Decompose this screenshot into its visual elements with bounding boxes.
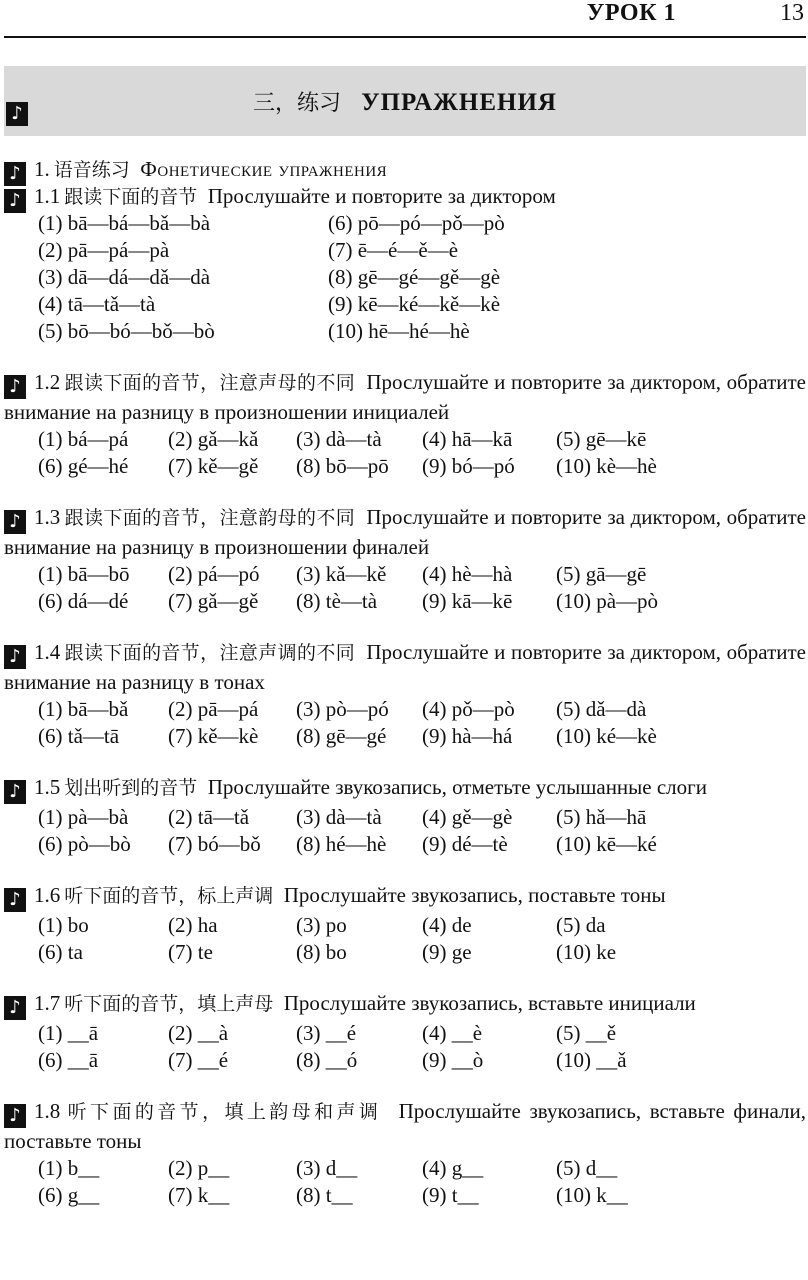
exercise-number: 1.1: [34, 184, 61, 208]
syllable-item: (3) dā—dá—dǎ—dà: [38, 265, 211, 289]
syllable-item: (10) k__: [556, 1183, 628, 1207]
exercise-number: 1.6: [34, 883, 61, 907]
syllable-item: (9) __ò: [422, 1048, 484, 1072]
syllable-item: (5) da: [556, 913, 606, 937]
syllable-item: (3) dà—tà: [296, 427, 382, 451]
syllable-item: (2) tā—tǎ: [168, 805, 250, 829]
exercise-block: [4, 1098, 806, 1209]
syllable-item: (1) bá—pá: [38, 427, 129, 451]
syllable-item: (2) gǎ—kǎ: [168, 427, 259, 451]
part-title-cn: 语音练习: [53, 159, 130, 181]
exercise-heading: [4, 183, 806, 210]
syllable-item: (4) hā—kā: [422, 427, 513, 451]
exercise-number: 1.2: [34, 370, 61, 394]
exercise-heading: [4, 504, 806, 561]
exercise-number: 1.3: [34, 505, 61, 529]
syllable-item: (6) pō—pó—pǒ—pò: [328, 211, 505, 235]
exercise-block: [4, 774, 806, 858]
exercise-title-ru: Прослушайте звукозапись, поставьте тоны: [283, 883, 666, 907]
syllable-item: (9) hà—há: [422, 724, 513, 748]
syllable-row: [38, 318, 806, 345]
exercise-title-ru: Прослушайте и повторите за диктором, обратите внимание на разницу в тонах: [4, 640, 806, 694]
exercise-title-ru: Прослушайте и повторите за диктором: [207, 184, 556, 208]
syllable-row: [38, 831, 806, 858]
exercise-number: 1.7: [34, 991, 61, 1015]
exercise-title-cn: 跟读下面的音节: [64, 186, 198, 208]
syllable-grid: [38, 804, 806, 858]
exercise-title-cn: 跟读下面的音节，注意声母的不同: [64, 372, 356, 394]
syllable-item: (4) pǒ—pò: [422, 697, 515, 721]
syllable-item: (1) bā—bō: [38, 562, 130, 586]
exercise-title-cn: 跟读下面的音节，注意声调的不同: [64, 642, 356, 664]
syllable-row: [38, 1020, 806, 1047]
syllable-item: (8) hé—hè: [296, 832, 387, 856]
syllable-item: (6) __ā: [38, 1048, 99, 1072]
syllable-row: [38, 237, 806, 264]
syllable-item: (3) dà—tà: [296, 805, 382, 829]
syllable-item: (10) kè—hè: [556, 454, 657, 478]
exercise-heading: [4, 1098, 806, 1155]
syllable-item: (4) gě—gè: [422, 805, 513, 829]
exercise-title-ru: Прослушайте звукозапись, вставьте инициали: [283, 991, 696, 1015]
syllable-item: (1) pà—bà: [38, 805, 129, 829]
syllable-item: (9) kē—ké—kě—kè: [328, 292, 501, 316]
syllable-item: (10) ke: [556, 940, 617, 964]
syllable-row: [38, 426, 806, 453]
exercise-block: [4, 183, 806, 345]
block-gap: [4, 966, 806, 990]
syllable-item: (7) __é: [168, 1048, 229, 1072]
syllable-item: (10) __ǎ: [556, 1048, 627, 1072]
syllable-item: (5) hǎ—hā: [556, 805, 647, 829]
exercise-title-cn: 听下面的音节，填上声母: [64, 993, 274, 1015]
syllable-item: (10) hē—hé—hè: [328, 319, 470, 343]
exercise-heading: [4, 990, 806, 1020]
block-gap: [4, 480, 806, 504]
syllable-item: (9) bó—pó: [422, 454, 515, 478]
syllable-item: (7) kě—gě: [168, 454, 259, 478]
syllable-item: (9) t__: [422, 1183, 479, 1207]
syllable-grid: [38, 426, 806, 480]
syllable-row: [38, 696, 806, 723]
syllable-item: (1) bā—bá—bǎ—bà: [38, 211, 211, 235]
syllable-item: (2) p__: [168, 1156, 230, 1180]
audio-note-icon[interactable]: ♪: [4, 1104, 26, 1128]
audio-note-icon[interactable]: ♪: [4, 189, 26, 213]
syllable-row: [38, 912, 806, 939]
syllable-item: (10) pà—pò: [556, 589, 659, 613]
section-heading-ru: УПРАЖНЕНИЯ: [361, 89, 557, 116]
syllable-row: [38, 210, 806, 237]
exercise-title-ru: Прослушайте звукозапись, вставьте финали, поставьте тоны: [4, 1099, 806, 1153]
syllable-item: (4) tā—tǎ—tà: [38, 292, 156, 316]
syllable-item: (1) bā—bǎ: [38, 697, 129, 721]
syllable-item: (9) ge: [422, 940, 472, 964]
exercise-block: [4, 882, 806, 966]
exercise-number: 1.5: [34, 775, 61, 799]
syllable-item: (5) gā—gē: [556, 562, 647, 586]
exercise-heading: [4, 639, 806, 696]
syllable-item: (6) pò—bò: [38, 832, 131, 856]
block-gap: [4, 345, 806, 369]
syllable-item: (3) d__: [296, 1156, 358, 1180]
syllable-item: (2) pā—pá—pà: [38, 238, 170, 262]
audio-note-icon[interactable]: ♪: [4, 996, 26, 1020]
syllable-item: (8) bo: [296, 940, 347, 964]
exercise-title-cn: 划出听到的音节: [64, 777, 198, 799]
syllable-item: (3) kǎ—kě: [296, 562, 387, 586]
syllable-item: (5) __ě: [556, 1021, 617, 1045]
syllable-item: (2) __à: [168, 1021, 229, 1045]
syllable-item: (6) gé—hé: [38, 454, 129, 478]
audio-note-icon[interactable]: ♪: [4, 162, 26, 186]
syllable-item: (7) ē—é—ě—è: [328, 238, 459, 262]
syllable-item: (8) gē—gé: [296, 724, 387, 748]
exercise-list: [4, 183, 806, 1209]
syllable-grid: [38, 561, 806, 615]
syllable-grid: [38, 912, 806, 966]
syllable-item: (8) t__: [296, 1183, 353, 1207]
exercise-title-ru: Прослушайте и повторите за диктором, обратите внимание на разницу в произношении финалей: [4, 505, 806, 559]
exercise-content: [4, 156, 806, 1209]
syllable-item: (8) __ó: [296, 1048, 358, 1072]
syllable-item: (8) gē—gé—gě—gè: [328, 265, 501, 289]
syllable-item: (9) kā—kē: [422, 589, 513, 613]
syllable-item: (8) bō—pō: [296, 454, 389, 478]
syllable-row: [38, 804, 806, 831]
syllable-item: (4) __è: [422, 1021, 483, 1045]
exercise-block: [4, 639, 806, 750]
syllable-item: (5) gē—kē: [556, 427, 647, 451]
syllable-row: [38, 291, 806, 318]
block-gap: [4, 1074, 806, 1098]
syllable-item: (6) ta: [38, 940, 83, 964]
exercise-number: 1.4: [34, 640, 61, 664]
exercise-heading: [4, 774, 806, 804]
running-header: [0, 0, 808, 40]
syllable-item: (9) dé—tè: [422, 832, 508, 856]
syllable-item: (5) dǎ—dà: [556, 697, 647, 721]
syllable-row: [38, 1155, 806, 1182]
exercise-title-ru: Прослушайте звукозапись, отметьте услышанные слоги: [207, 775, 707, 799]
syllable-item: (4) de: [422, 913, 472, 937]
syllable-row: [38, 561, 806, 588]
syllable-item: (8) tè—tà: [296, 589, 378, 613]
syllable-row: [38, 588, 806, 615]
audio-note-icon[interactable]: ♪: [4, 375, 26, 399]
page-number: 13: [780, 0, 804, 26]
syllable-item: (7) te: [168, 940, 213, 964]
syllable-item: (1) bo: [38, 913, 89, 937]
syllable-row: [38, 453, 806, 480]
exercise-number: 1.8: [34, 1099, 61, 1123]
syllable-item: (2) pā—pá: [168, 697, 259, 721]
audio-note-icon[interactable]: ♪: [4, 780, 26, 804]
syllable-row: [38, 723, 806, 750]
syllable-item: (1) b__: [38, 1156, 100, 1180]
syllable-item: (2) ha: [168, 913, 218, 937]
syllable-item: (2) pá—pó: [168, 562, 260, 586]
syllable-item: (6) g__: [38, 1183, 100, 1207]
exercise-heading: [4, 882, 806, 912]
syllable-grid: [38, 1155, 806, 1209]
exercise-block: [4, 504, 806, 615]
syllable-item: (5) d__: [556, 1156, 618, 1180]
syllable-grid: [38, 696, 806, 750]
block-gap: [4, 858, 806, 882]
syllable-item: (7) k__: [168, 1183, 230, 1207]
syllable-item: (6) tǎ—tā: [38, 724, 120, 748]
syllable-grid: [38, 1020, 806, 1074]
section-heading: [4, 86, 806, 117]
syllable-item: (10) ké—kè: [556, 724, 657, 748]
exercise-block: [4, 990, 806, 1074]
section-band: [4, 66, 806, 136]
syllable-item: (5) bō—bó—bǒ—bò: [38, 319, 215, 343]
exercise-title-ru: Прослушайте и повторите за диктором, обратите внимание на разницу в произношении инициалей: [4, 370, 806, 424]
syllable-item: (3) pò—pó: [296, 697, 389, 721]
block-gap: [4, 615, 806, 639]
header-rule: [4, 36, 806, 38]
syllable-item: (6) dá—dé: [38, 589, 129, 613]
audio-note-icon[interactable]: ♪: [4, 510, 26, 534]
audio-note-icon[interactable]: ♪: [6, 102, 28, 126]
syllable-row: [38, 1047, 806, 1074]
syllable-item: (10) kē—ké: [556, 832, 657, 856]
exercise-block: [4, 369, 806, 480]
part-heading: [4, 156, 806, 183]
syllable-item: (1) __ā: [38, 1021, 99, 1045]
syllable-item: (4) hè—hà: [422, 562, 513, 586]
exercise-heading: [4, 369, 806, 426]
syllable-grid: [38, 210, 806, 345]
lesson-label: УРОК 1: [586, 0, 676, 26]
block-gap: [4, 750, 806, 774]
exercise-title-cn: 听下面的音节，填上韵母和声调: [64, 1101, 382, 1123]
syllable-item: (3) po: [296, 913, 347, 937]
audio-note-icon[interactable]: ♪: [4, 888, 26, 912]
part-number: 1.: [34, 157, 50, 181]
syllable-row: [38, 264, 806, 291]
syllable-item: (4) g__: [422, 1156, 484, 1180]
syllable-row: [38, 939, 806, 966]
syllable-item: (7) bó—bǒ: [168, 832, 261, 856]
syllable-item: (3) __é: [296, 1021, 357, 1045]
audio-note-icon[interactable]: ♪: [4, 645, 26, 669]
section-heading-cn: 三，练习: [253, 91, 342, 116]
exercise-title-cn: 跟读下面的音节，注意韵母的不同: [64, 507, 356, 529]
exercise-title-cn: 听下面的音节，标上声调: [64, 885, 274, 907]
part-title-ru: Фонетические упражнения: [140, 157, 388, 181]
syllable-item: (7) kě—kè: [168, 724, 259, 748]
syllable-item: (7) gǎ—gě: [168, 589, 259, 613]
syllable-row: [38, 1182, 806, 1209]
